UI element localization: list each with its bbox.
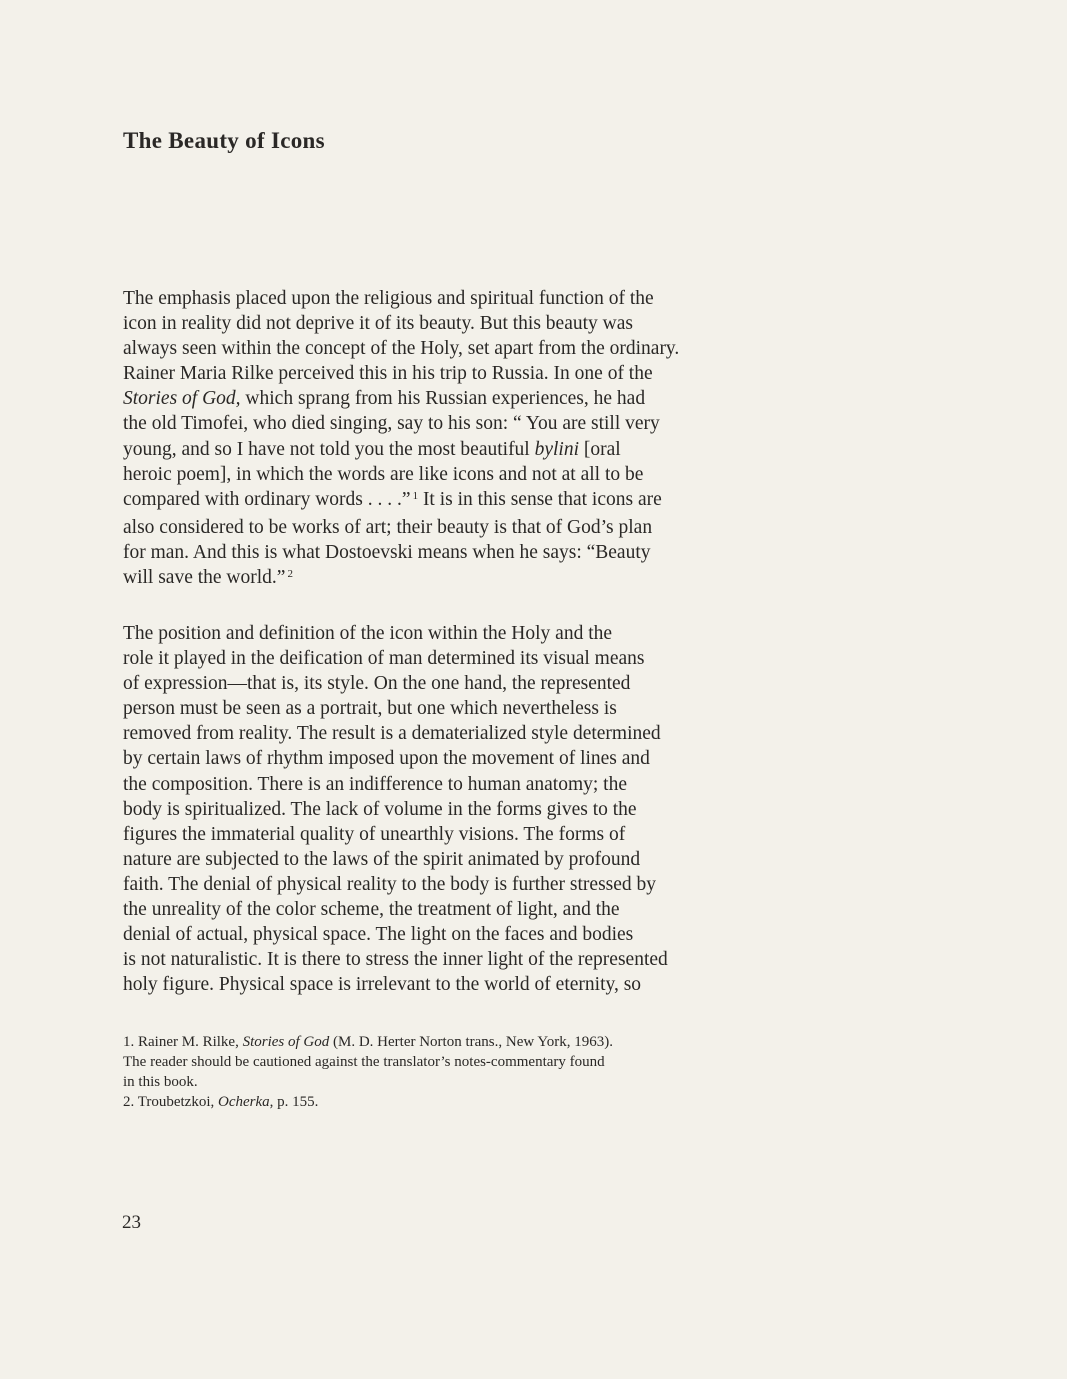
text-line: nature are subjected to the laws of the spirit animated by profound: [123, 848, 641, 870]
text-span: [oral: [579, 438, 621, 460]
text-line: person must be seen as a portrait, but one which nevertheless is: [123, 698, 617, 720]
text-line: role it played in the deification of man determined its visual means: [123, 648, 645, 670]
text-line: body is spiritualized. The lack of volume in the forms gives to the: [123, 798, 637, 820]
text-line: faith. The denial of physical reality to the body is further stressed by: [123, 873, 657, 895]
footnote-1: [123, 1032, 823, 1052]
text-line: The position and definition of the icon within the Holy and the: [123, 623, 613, 644]
footnote-ref-2: 2: [287, 568, 293, 581]
text-span: which sprang from his Russian experiences, he had: [240, 388, 646, 410]
text-line: Rainer Maria Rilke perceived this in his trip to Russia. In one of the: [123, 363, 653, 385]
footnotes: [123, 1032, 823, 1112]
text-line: [123, 565, 803, 593]
text-span: , p. 155.: [269, 1094, 319, 1110]
text-line: [123, 487, 803, 515]
paragraph-2: [123, 621, 803, 997]
text-line: the old Timofei, who died singing, say to his son: “ You are still very: [123, 413, 660, 435]
text-line: The emphasis placed upon the religious and spiritual function of the: [123, 288, 654, 309]
text-line: the composition. There is an indifference to human anatomy; the: [123, 773, 627, 795]
text-line: heroic poem], in which the words are like icons and not at all to be: [123, 463, 644, 485]
text-span: (M. D. Herter Norton trans., New York, 1963).: [329, 1034, 613, 1050]
text-line: [123, 437, 803, 462]
text-line: [123, 386, 803, 411]
paragraph-1: [123, 286, 803, 593]
text-line: icon in reality did not deprive it of its beauty. But this beauty was: [123, 313, 633, 335]
text-line: of expression—that is, its style. On the one hand, the represented: [123, 673, 631, 695]
text-span: It is in this sense that icons are: [418, 488, 662, 510]
text-span: 2. Troubetzkoi,: [123, 1094, 219, 1110]
text-line: the unreality of the color scheme, the treatment of light, and the: [123, 899, 620, 921]
text-line: for man. And this is what Dostoevski means when he says: “Beauty: [123, 541, 651, 563]
text-line: figures the immaterial quality of unearthly visions. The forms of: [123, 823, 626, 845]
book-title-italic: Ocherka: [218, 1094, 270, 1110]
term-italic: bylini: [534, 438, 580, 460]
page-number: 23: [122, 1212, 141, 1233]
footnote-1-line-2: The reader should be cautioned against the translator’s notes-commentary found: [123, 1054, 605, 1070]
text-line: also considered to be works of art; their beauty is that of God’s plan: [123, 516, 653, 538]
footnote-ref-1: 1: [412, 489, 419, 502]
text-line: holy figure. Physical space is irrelevant to the world of eternity, so: [123, 974, 642, 996]
text-line: always seen within the concept of the Holy, set apart from the ordinary.: [123, 338, 680, 360]
text-line: removed from reality. The result is a dematerialized style determined: [123, 723, 661, 745]
text-span: young, and so I have not told you the most beautiful: [123, 438, 535, 460]
book-title-italic: Stories of God: [242, 1034, 330, 1050]
footnote-1-line-3: in this book.: [123, 1074, 198, 1090]
section-title: The Beauty of Icons: [123, 128, 325, 153]
text-span: compared with ordinary words . . . .”: [123, 488, 411, 510]
text-line: denial of actual, physical space. The light on the faces and bodies: [123, 924, 634, 946]
text-line: by certain laws of rhythm imposed upon the movement of lines and: [123, 748, 650, 770]
text-span: 1. Rainer M. Rilke,: [123, 1034, 243, 1050]
footnote-2: [123, 1092, 823, 1112]
text-span: will save the world.”: [123, 567, 286, 589]
text-line: is not naturalistic. It is there to stress the inner light of the represented: [123, 949, 668, 971]
book-title-italic: Stories of God,: [123, 388, 241, 410]
